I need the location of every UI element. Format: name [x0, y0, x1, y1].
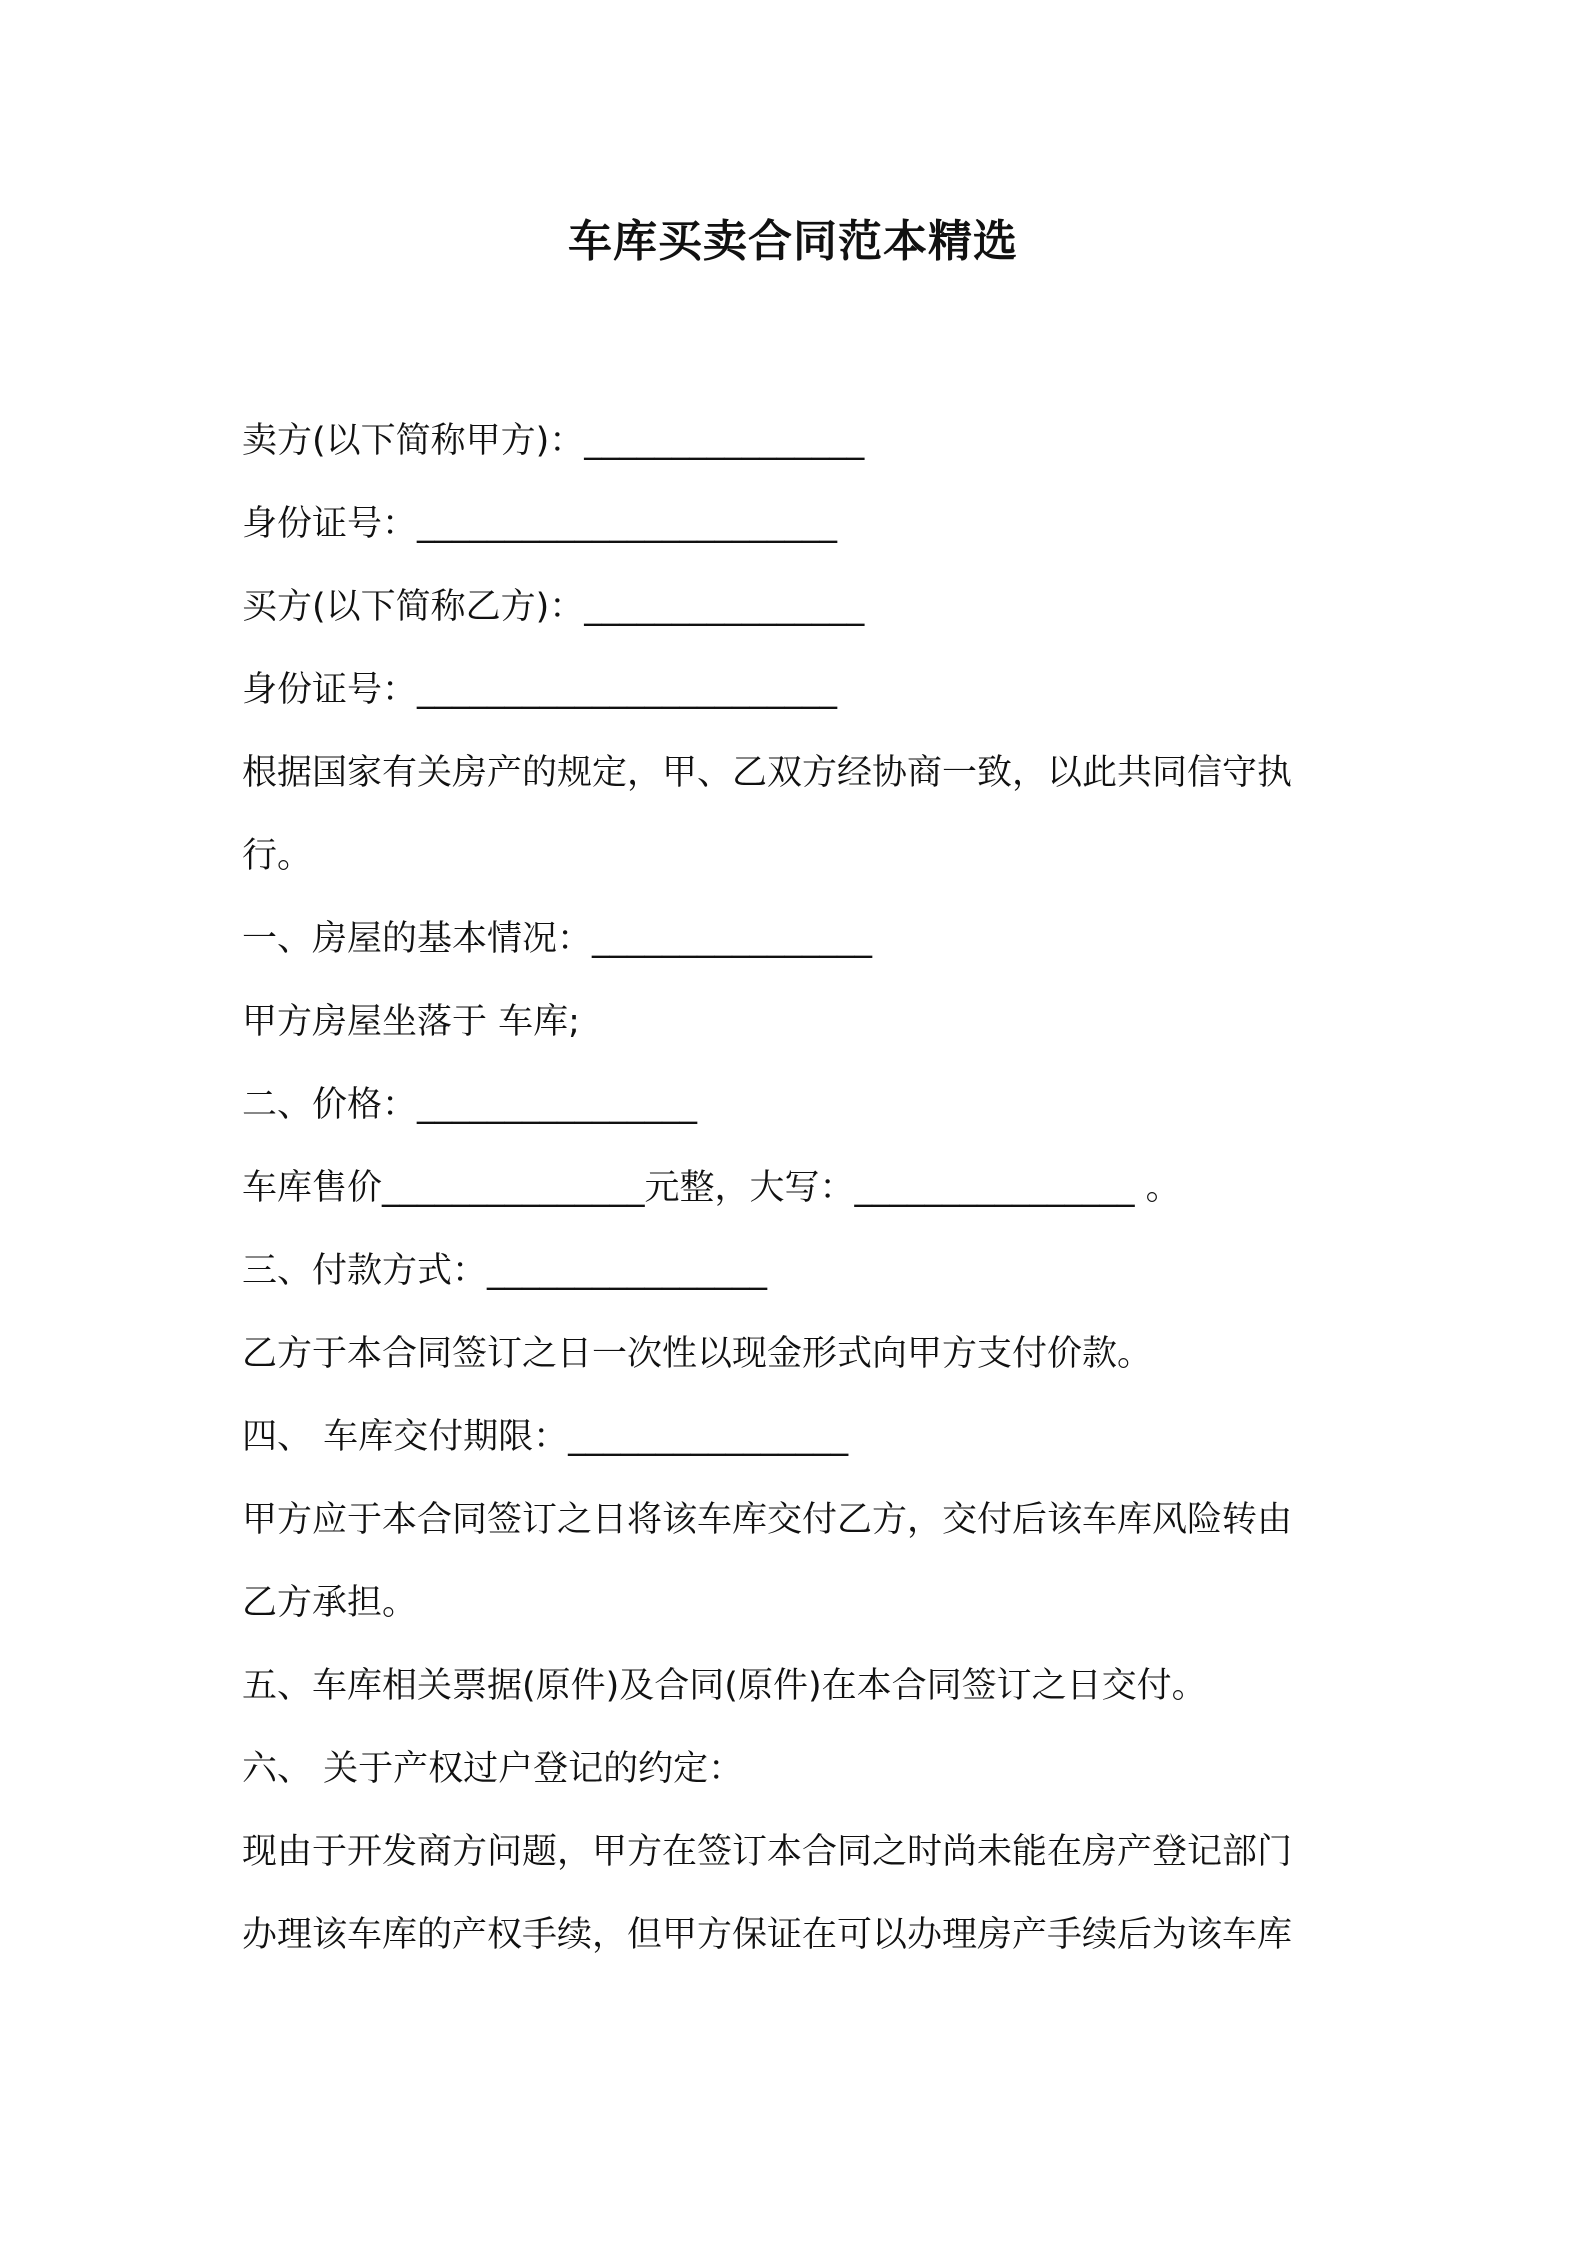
clause-6-text-1: 现由于开发商方问题，甲方在签订本合同之时尚未能在房产登记部门	[242, 1832, 1293, 1872]
clause-6-text-2: 办理该车库的产权手续，但甲方保证在可以办理房产手续后为该车库	[242, 1915, 1293, 1955]
clause-3-text: 乙方于本合同签订之日一次性以现金形式向甲方支付价款。	[242, 1334, 1153, 1374]
clause-1-heading: 一、房屋的基本情况：________________	[242, 919, 873, 959]
contract-body	[242, 400, 1352, 1977]
preamble-line-2: 行。	[242, 836, 313, 876]
seller-line: 卖方(以下简称甲方)：________________	[242, 421, 865, 461]
clause-4-text-2: 乙方承担。	[242, 1583, 418, 1623]
clause-2-text: 车库售价_______________元整，大写：________________ 。	[242, 1168, 1181, 1208]
clause-2-heading: 二、价格：________________	[242, 1085, 698, 1125]
document-title: 车库买卖合同范本精选	[568, 216, 1018, 267]
clause-6-heading: 六、 关于产权过户登记的约定：	[242, 1749, 744, 1789]
clause-4-text-1: 甲方应于本合同签订之日将该车库交付乙方，交付后该车库风险转由	[242, 1500, 1293, 1540]
seller-id-line: 身份证号：________________________	[242, 504, 838, 544]
buyer-line: 买方(以下简称乙方)：________________	[242, 587, 865, 627]
buyer-id-line: 身份证号：________________________	[242, 670, 838, 710]
preamble-line-1: 根据国家有关房产的规定，甲、乙双方经协商一致，以此共同信守执	[242, 753, 1293, 793]
clause-1-text: 甲方房屋坐落于 车库;	[242, 1002, 580, 1042]
clause-3-heading: 三、付款方式：________________	[242, 1251, 768, 1291]
clause-5-text: 五、车库相关票据(原件)及合同(原件)在本合同签订之日交付。	[242, 1666, 1207, 1706]
clause-4-heading: 四、 车库交付期限：________________	[242, 1417, 849, 1457]
